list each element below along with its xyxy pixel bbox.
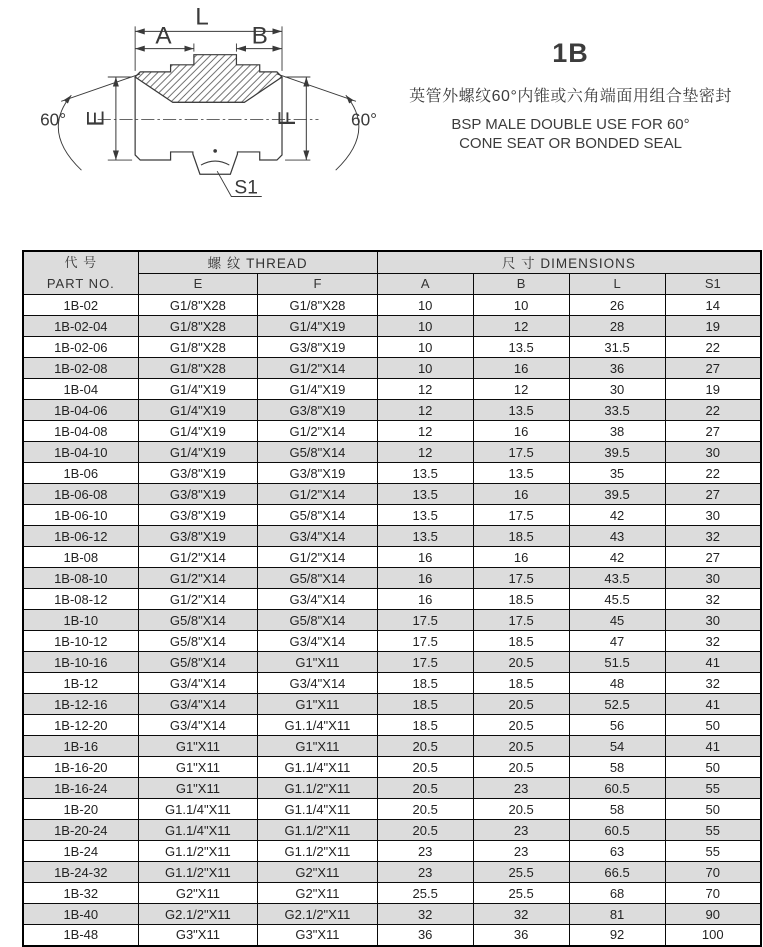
table-cell: 1B-12-16 (23, 694, 138, 715)
table-body (23, 295, 761, 946)
table-cell: 25.5 (473, 883, 569, 904)
table-cell: G1"X11 (138, 736, 258, 757)
table-cell: G1/8"X28 (138, 358, 258, 379)
hex-chamfer-arc (201, 161, 229, 165)
table-cell: 1B-10-12 (23, 631, 138, 652)
angle-ray-right (277, 74, 356, 101)
table-cell: G3/4"X14 (258, 589, 378, 610)
table-cell: 14 (665, 295, 761, 316)
header-col-F: F (258, 273, 378, 295)
table-row (23, 883, 761, 904)
table-cell: G3/8"X19 (138, 505, 258, 526)
table-cell: 1B-02-08 (23, 358, 138, 379)
header-col-A: A (377, 273, 473, 295)
table-cell: 16 (473, 484, 569, 505)
table-cell: 17.5 (473, 442, 569, 463)
table-cell: G1"X11 (138, 757, 258, 778)
table-cell: 41 (665, 652, 761, 673)
table-cell: G5/8"X14 (258, 442, 378, 463)
table-cell: G1/4"X19 (138, 442, 258, 463)
table-cell: 1B-08-12 (23, 589, 138, 610)
table-cell: 1B-04 (23, 379, 138, 400)
table-cell: 38 (569, 421, 665, 442)
table-cell: G2.1/2"X11 (138, 904, 258, 925)
table-cell: G3"X11 (138, 925, 258, 946)
header-dimensions: 尺 寸 DIMENSIONS (377, 251, 761, 273)
table-cell: G3/4"X14 (258, 673, 378, 694)
table-cell: 1B-48 (23, 925, 138, 946)
table-cell: 1B-02-04 (23, 316, 138, 337)
table-cell: G1.1/4"X11 (138, 820, 258, 841)
table-cell: 1B-10 (23, 610, 138, 631)
table-row (23, 463, 761, 484)
dim-label-A: A (155, 22, 172, 50)
table-cell: 26 (569, 295, 665, 316)
table-cell: 45 (569, 610, 665, 631)
table-row (23, 526, 761, 547)
table-cell: 20.5 (473, 736, 569, 757)
table-cell: G1.1/2"X11 (258, 820, 378, 841)
table-cell: G5/8"X14 (258, 610, 378, 631)
table-cell: 12 (377, 421, 473, 442)
table-cell: 20.5 (377, 757, 473, 778)
table-cell: 1B-06 (23, 463, 138, 484)
table-cell: 23 (377, 862, 473, 883)
technical-drawing (8, 0, 398, 235)
table-row (23, 316, 761, 337)
table-cell: 19 (665, 316, 761, 337)
table-cell: 10 (473, 295, 569, 316)
table-cell: G1/4"X19 (138, 400, 258, 421)
table-cell: 51.5 (569, 652, 665, 673)
table-cell: 17.5 (377, 610, 473, 631)
table-row (23, 568, 761, 589)
header-thread: 螺 纹 THREAD (138, 251, 377, 273)
table-cell: 41 (665, 736, 761, 757)
header-part-no (23, 251, 138, 295)
table-row (23, 820, 761, 841)
table-cell: 25.5 (473, 862, 569, 883)
table-cell: G1"X11 (258, 694, 378, 715)
table-cell: 32 (665, 673, 761, 694)
table-cell: 23 (473, 841, 569, 862)
dim-label-S1: S1 (234, 177, 258, 199)
table-cell: 43.5 (569, 568, 665, 589)
table-cell: 30 (665, 610, 761, 631)
header-col-B: B (473, 273, 569, 295)
table-cell: G1/2"X14 (258, 358, 378, 379)
table-row (23, 379, 761, 400)
table-cell: 81 (569, 904, 665, 925)
table-cell: 32 (473, 904, 569, 925)
table-cell: 30 (665, 505, 761, 526)
angle-arc-right (336, 95, 359, 170)
table-cell: G1"X11 (258, 652, 378, 673)
table-cell: G1/8"X28 (138, 316, 258, 337)
table-cell: 1B-40 (23, 904, 138, 925)
table-cell: G5/8"X14 (258, 568, 378, 589)
table-cell: 10 (377, 358, 473, 379)
table-cell: 1B-24 (23, 841, 138, 862)
table-cell: 20.5 (473, 757, 569, 778)
table-cell: 18.5 (473, 589, 569, 610)
table-cell: 48 (569, 673, 665, 694)
header-col-S1: S1 (665, 273, 761, 295)
table-cell: 18.5 (473, 526, 569, 547)
table-cell: G1/4"X19 (258, 316, 378, 337)
table-row (23, 652, 761, 673)
table-cell: 20.5 (473, 652, 569, 673)
angle-label-left: 60° (40, 109, 67, 130)
table-row (23, 484, 761, 505)
table-cell: 1B-20 (23, 799, 138, 820)
table-cell: 1B-02-06 (23, 337, 138, 358)
table-cell: 28 (569, 316, 665, 337)
fitting-section-drawing (8, 0, 398, 235)
table-cell: 50 (665, 715, 761, 736)
table-cell: 1B-32 (23, 883, 138, 904)
table-cell: 47 (569, 631, 665, 652)
table-cell: G5/8"X14 (138, 610, 258, 631)
table-cell: 39.5 (569, 484, 665, 505)
table-cell: 35 (569, 463, 665, 484)
table-cell: G1/2"X14 (258, 421, 378, 442)
title-chinese: 英管外螺纹60°内锥或六角端面用组合垫密封 (409, 88, 732, 105)
table-cell: G1.1/4"X11 (258, 799, 378, 820)
table-cell: 1B-12 (23, 673, 138, 694)
table-cell: G1.1/4"X11 (138, 799, 258, 820)
table-cell: 16 (377, 547, 473, 568)
table-row (23, 589, 761, 610)
table-row (23, 547, 761, 568)
table-cell: 20.5 (377, 736, 473, 757)
table-cell: G1/2"X14 (258, 484, 378, 505)
table-cell: 68 (569, 883, 665, 904)
table-cell: G1/2"X14 (258, 547, 378, 568)
table-cell: 1B-02 (23, 295, 138, 316)
table-cell: 30 (569, 379, 665, 400)
table-cell: 10 (377, 316, 473, 337)
table-row (23, 925, 761, 946)
table-cell: G3/8"X19 (138, 463, 258, 484)
table-cell: 43 (569, 526, 665, 547)
table-cell: 13.5 (473, 463, 569, 484)
table-cell: 55 (665, 778, 761, 799)
table-row (23, 694, 761, 715)
table-row (23, 862, 761, 883)
table-cell: 18.5 (377, 673, 473, 694)
table-cell: G1/8"X28 (138, 295, 258, 316)
header-col-L: L (569, 273, 665, 295)
table-cell: G3/8"X19 (258, 337, 378, 358)
table-cell: 12 (377, 379, 473, 400)
table-cell: 17.5 (473, 610, 569, 631)
table-cell: 1B-16 (23, 736, 138, 757)
table-cell: 22 (665, 337, 761, 358)
table-cell: 1B-16-20 (23, 757, 138, 778)
table-cell: 1B-10-16 (23, 652, 138, 673)
table-cell: 32 (665, 589, 761, 610)
table-cell: 1B-08 (23, 547, 138, 568)
table-cell: G1/2"X14 (138, 547, 258, 568)
table-cell: 22 (665, 463, 761, 484)
table-cell: G3/8"X19 (138, 526, 258, 547)
table-cell: 12 (377, 442, 473, 463)
table-cell: 30 (665, 442, 761, 463)
table-cell: 66.5 (569, 862, 665, 883)
title-english-line2: CONE SEAT OR BONDED SEAL (459, 135, 682, 152)
table-cell: G3/8"X19 (258, 463, 378, 484)
table-cell: 1B-12-20 (23, 715, 138, 736)
table-cell: G2"X11 (258, 883, 378, 904)
table-row (23, 631, 761, 652)
table-cell: 13.5 (377, 526, 473, 547)
table-cell: 20.5 (473, 715, 569, 736)
table-cell: G3/4"X14 (258, 631, 378, 652)
table-cell: 18.5 (377, 715, 473, 736)
table-cell: 31.5 (569, 337, 665, 358)
table-cell: 18.5 (377, 694, 473, 715)
table-cell: G5/8"X14 (138, 652, 258, 673)
table-cell: 1B-06-10 (23, 505, 138, 526)
table-row (23, 778, 761, 799)
table-cell: 27 (665, 421, 761, 442)
table-cell: 1B-06-08 (23, 484, 138, 505)
table-cell: 17.5 (473, 505, 569, 526)
table-cell: 23 (377, 841, 473, 862)
table-cell: 27 (665, 547, 761, 568)
table-cell: G1/2"X14 (138, 568, 258, 589)
table-cell: 55 (665, 841, 761, 862)
table-cell: 22 (665, 400, 761, 421)
table-cell: 18.5 (473, 673, 569, 694)
table-cell: G1/4"X19 (258, 379, 378, 400)
table-cell: 50 (665, 757, 761, 778)
table-cell: 13.5 (377, 484, 473, 505)
table-row (23, 442, 761, 463)
table-row (23, 799, 761, 820)
header-part-cn: 代 号 (64, 255, 98, 270)
table-cell: 45.5 (569, 589, 665, 610)
table-row (23, 757, 761, 778)
table-cell: 70 (665, 862, 761, 883)
dim-label-F: F (274, 111, 302, 126)
table-row (23, 358, 761, 379)
angle-label-right: 60° (351, 109, 378, 130)
table-cell: 32 (377, 904, 473, 925)
table-cell: 36 (377, 925, 473, 946)
table-cell: 19 (665, 379, 761, 400)
table-row (23, 673, 761, 694)
angle-ray-left (61, 74, 140, 101)
table-cell: 41 (665, 694, 761, 715)
table-cell: G1.1/4"X11 (258, 715, 378, 736)
table-cell: 36 (569, 358, 665, 379)
table-cell: 1B-08-10 (23, 568, 138, 589)
table-cell: G1/8"X28 (138, 337, 258, 358)
dimensions-table-wrap (22, 250, 762, 947)
table-cell: 1B-04-06 (23, 400, 138, 421)
table-cell: 58 (569, 799, 665, 820)
table-cell: 20.5 (377, 820, 473, 841)
table-cell: 17.5 (377, 652, 473, 673)
table-cell: 1B-04-10 (23, 442, 138, 463)
table-cell: G1.1/2"X11 (138, 841, 258, 862)
table-cell: 12 (473, 379, 569, 400)
table-cell: 10 (377, 295, 473, 316)
table-cell: G2"X11 (258, 862, 378, 883)
table-cell: 20.5 (377, 778, 473, 799)
table-cell: G1/2"X14 (138, 589, 258, 610)
table-cell: 52.5 (569, 694, 665, 715)
table-cell: 16 (377, 589, 473, 610)
table-cell: 16 (473, 547, 569, 568)
table-cell: G1/8"X28 (258, 295, 378, 316)
table-cell: G5/8"X14 (138, 631, 258, 652)
table-cell: 12 (473, 316, 569, 337)
table-cell: G3/4"X14 (138, 673, 258, 694)
table-cell: 33.5 (569, 400, 665, 421)
table-cell: G1/4"X19 (138, 421, 258, 442)
table-cell: 36 (473, 925, 569, 946)
table-cell: 30 (665, 568, 761, 589)
table-cell: G1"X11 (258, 736, 378, 757)
table-cell: 13.5 (473, 337, 569, 358)
header-part-en: PART NO. (46, 276, 115, 291)
table-cell: 50 (665, 799, 761, 820)
table-cell: G3/8"X19 (138, 484, 258, 505)
table-cell: 17.5 (377, 631, 473, 652)
angle-arc-left (58, 95, 81, 170)
table-cell: 55 (665, 820, 761, 841)
dimensions-table (22, 250, 762, 947)
table-cell: 12 (377, 400, 473, 421)
table-cell: 63 (569, 841, 665, 862)
table-cell: G2.1/2"X11 (258, 904, 378, 925)
table-cell: 17.5 (473, 568, 569, 589)
table-cell: 60.5 (569, 820, 665, 841)
table-cell: G5/8"X14 (258, 505, 378, 526)
dim-label-L: L (195, 3, 209, 31)
table-cell: 20.5 (473, 694, 569, 715)
table-cell: 18.5 (473, 631, 569, 652)
table-cell: G3/4"X14 (138, 715, 258, 736)
table-cell: G1.1/2"X11 (138, 862, 258, 883)
table-cell: 16 (377, 568, 473, 589)
table-cell: 16 (473, 358, 569, 379)
table-cell: 60.5 (569, 778, 665, 799)
table-cell: 58 (569, 757, 665, 778)
table-cell: 1B-06-12 (23, 526, 138, 547)
table-cell: 1B-20-24 (23, 820, 138, 841)
table-cell: 27 (665, 358, 761, 379)
table-cell: 13.5 (473, 400, 569, 421)
table-cell: 39.5 (569, 442, 665, 463)
table-row (23, 505, 761, 526)
table-cell: 25.5 (377, 883, 473, 904)
dim-label-E: E (82, 110, 110, 127)
table-cell: 42 (569, 547, 665, 568)
table-cell: G1.1/2"X11 (258, 778, 378, 799)
body-lower-outline (135, 120, 282, 175)
table-cell: G3/4"X14 (138, 694, 258, 715)
table-cell: G3/4"X14 (258, 526, 378, 547)
table-cell: 16 (473, 421, 569, 442)
table-cell: G3/8"X19 (258, 400, 378, 421)
table-cell: 1B-04-08 (23, 421, 138, 442)
table-cell: 23 (473, 778, 569, 799)
table-cell: 70 (665, 883, 761, 904)
table-cell: 56 (569, 715, 665, 736)
title-block (388, 38, 753, 153)
table-cell: G1/4"X19 (138, 379, 258, 400)
table-cell: 90 (665, 904, 761, 925)
dim-label-B: B (251, 22, 268, 50)
table-cell: 32 (665, 526, 761, 547)
table-cell: 42 (569, 505, 665, 526)
table-cell: G1.1/2"X11 (258, 841, 378, 862)
header-col-E: E (138, 273, 258, 295)
table-cell: 13.5 (377, 505, 473, 526)
page-title: 1B (552, 38, 589, 68)
table-cell: G2"X11 (138, 883, 258, 904)
table-cell: 1B-24-32 (23, 862, 138, 883)
title-english-line1: BSP MALE DOUBLE USE FOR 60° (451, 116, 690, 133)
table-row (23, 715, 761, 736)
table-cell: 13.5 (377, 463, 473, 484)
table-cell: 92 (569, 925, 665, 946)
table-cell: G1.1/4"X11 (258, 757, 378, 778)
table-row (23, 904, 761, 925)
table-cell: G1"X11 (138, 778, 258, 799)
table-row (23, 421, 761, 442)
table-row (23, 337, 761, 358)
table-row (23, 841, 761, 862)
table-cell: 20.5 (473, 799, 569, 820)
table-row (23, 736, 761, 757)
table-cell: 32 (665, 631, 761, 652)
table-row (23, 295, 761, 316)
table-cell: 27 (665, 484, 761, 505)
hex-center-dot (213, 149, 217, 153)
table-cell: 100 (665, 925, 761, 946)
hatched-section (135, 55, 282, 103)
table-cell: G3"X11 (258, 925, 378, 946)
table-row (23, 400, 761, 421)
table-row (23, 610, 761, 631)
table-cell: 20.5 (377, 799, 473, 820)
table-cell: 1B-16-24 (23, 778, 138, 799)
table-cell: 23 (473, 820, 569, 841)
table-cell: 10 (377, 337, 473, 358)
table-cell: 54 (569, 736, 665, 757)
